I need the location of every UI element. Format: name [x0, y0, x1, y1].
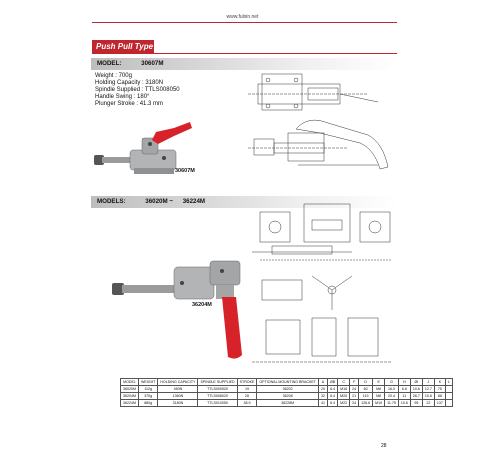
- col-a: A: [318, 379, 327, 386]
- photo-caption-2: 36204M: [192, 302, 212, 308]
- cell: 24: [350, 400, 359, 407]
- cell: 10.6: [410, 386, 422, 393]
- cell: 36202: [257, 386, 319, 393]
- cell: 126.6: [359, 400, 373, 407]
- cell: 26.7: [410, 393, 422, 400]
- page-number: 28: [381, 443, 387, 449]
- cell: M20: [338, 393, 350, 400]
- cell: 95: [410, 400, 422, 407]
- cell: 20.4: [385, 393, 399, 400]
- cell: 1360N: [158, 393, 198, 400]
- spec-spindle: Spindle Supplied : TTLS008050: [95, 87, 180, 93]
- spec-list: [95, 73, 180, 108]
- cell: 19: [237, 386, 257, 393]
- photo-caption-1: 30607M: [175, 168, 195, 174]
- drawing-front-views-2: [252, 190, 402, 270]
- col-e: E: [373, 379, 385, 386]
- cell: 21: [350, 393, 359, 400]
- cell: 41: [318, 400, 327, 407]
- cell: [445, 400, 452, 407]
- clamp-photo-36204m: [112, 245, 252, 363]
- col-k: K: [434, 379, 445, 386]
- col-h: H: [398, 379, 410, 386]
- cell: TTLS008020: [198, 393, 237, 400]
- cell: 36224M: [121, 400, 139, 407]
- cell: 16.0: [385, 386, 399, 393]
- cell: 36020M: [121, 386, 139, 393]
- cell: 6.4: [327, 393, 337, 400]
- models-label: MODELS:: [97, 198, 126, 205]
- table-row: [121, 386, 453, 393]
- models-range-start: 36020M ~: [145, 198, 173, 205]
- model-value: 30607M: [141, 60, 164, 67]
- cell: M16: [338, 386, 350, 393]
- cell: [445, 386, 452, 393]
- cell: TTLS000520: [198, 386, 237, 393]
- col-g: G: [385, 379, 399, 386]
- cell: 6.4: [327, 386, 337, 393]
- spec-table-header: [121, 379, 453, 386]
- cell: 12.7: [422, 386, 434, 393]
- col-model: MODEL: [121, 379, 139, 386]
- cell: 119: [359, 393, 373, 400]
- cell: 36204M: [121, 393, 139, 400]
- drawing-top-view-1: [248, 66, 398, 114]
- spec-stroke: Plunger Stroke : 41.3 mm: [95, 101, 164, 107]
- header-divider: [92, 22, 397, 23]
- header-url: www.fulxin.net: [226, 14, 259, 20]
- col-stroke: STROKE: [237, 379, 257, 386]
- section-title: Push Pull Type: [92, 40, 154, 53]
- cell: 370g: [139, 393, 158, 400]
- col-b: ØB: [327, 379, 337, 386]
- cell: 10.6: [398, 400, 410, 407]
- cell: 112g: [139, 386, 158, 393]
- section-divider: [92, 53, 397, 54]
- col-weight: WEIGHT: [139, 379, 158, 386]
- cell: 11: [398, 393, 410, 400]
- cell: 20: [318, 386, 327, 393]
- cell: 137: [434, 400, 445, 407]
- spec-table: [120, 378, 453, 407]
- cell: M6: [373, 386, 385, 393]
- cell: 6.6: [398, 386, 410, 393]
- spec-weight: Weight : 700g: [95, 73, 132, 79]
- cell: 11.75: [385, 400, 399, 407]
- drawing-side-view-1: [248, 115, 398, 177]
- cell: TTLS010050: [198, 400, 237, 407]
- cell: 6.4: [327, 400, 337, 407]
- cell: 28: [237, 393, 257, 400]
- col-f: F: [350, 379, 359, 386]
- cell: 75: [434, 386, 445, 393]
- cell: 22: [422, 400, 434, 407]
- cell: 15.6: [422, 393, 434, 400]
- cell: M10: [373, 400, 385, 407]
- cell: 3180N: [158, 400, 198, 407]
- col-holding: HOLDING CAPACITY: [158, 379, 198, 386]
- cell: M8: [373, 393, 385, 400]
- col-j: J: [422, 379, 434, 386]
- table-row: [121, 393, 453, 400]
- cell: 32: [318, 393, 327, 400]
- models-range-end: 36224M: [182, 198, 206, 205]
- cell: [445, 393, 452, 400]
- col-d: D: [359, 379, 373, 386]
- cell: 60: [359, 386, 373, 393]
- cell: M22: [338, 400, 350, 407]
- cell: 36208: [257, 393, 319, 400]
- model-label: MODEL:: [97, 60, 122, 67]
- cell: 88: [434, 393, 445, 400]
- cell: 36228M: [257, 400, 319, 407]
- table-row: [121, 400, 453, 407]
- col-bracket: OPTIONAL MOUNTING BRACKET: [257, 379, 319, 386]
- cell: 24: [350, 386, 359, 393]
- col-spindle: SPINDLE SUPPLIED: [198, 379, 237, 386]
- drawing-mounting-views-2: [252, 270, 402, 370]
- cell: 38.9: [237, 400, 257, 407]
- cell: 880g: [139, 400, 158, 407]
- spec-holding: Holding Capacity : 3180N: [95, 80, 164, 86]
- cell: 450N: [158, 386, 198, 393]
- col-c: C: [338, 379, 350, 386]
- spec-swing: Handle Swing : 180°: [95, 94, 150, 100]
- col-l: L: [445, 379, 452, 386]
- col-i: ØI: [410, 379, 422, 386]
